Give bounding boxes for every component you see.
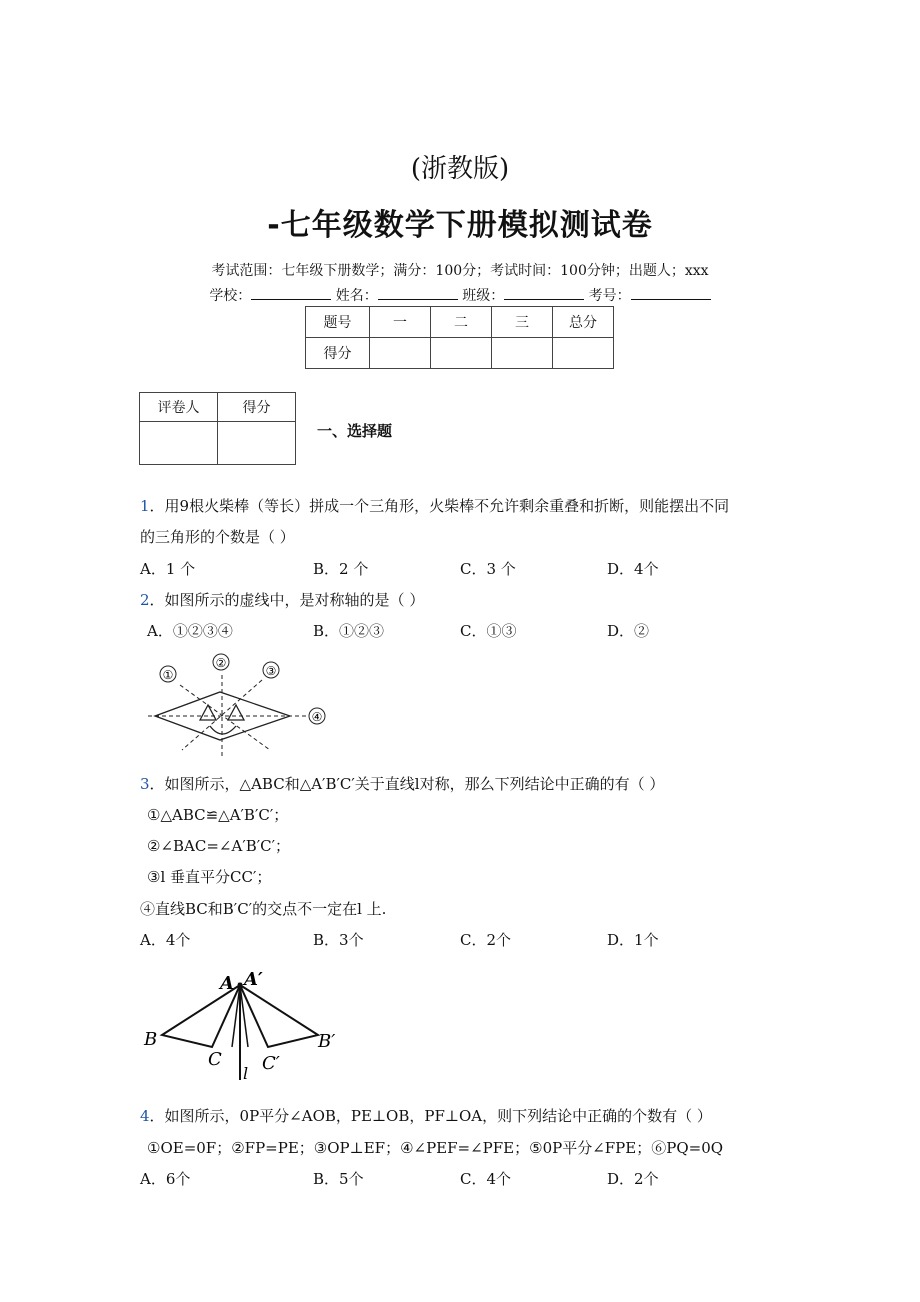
q1-text: ．用9根火柴棒（等长）拼成一个三角形，火柴棒不允许剩余重叠和折断，则能摆出不同 bbox=[149, 497, 730, 515]
q3-statement-1: ①△ABC≌△A′B′C′； bbox=[147, 806, 289, 824]
score-header: 三 bbox=[492, 307, 553, 338]
q3-option-b[interactable]: B．3个 bbox=[313, 931, 364, 949]
class-label: 班级： bbox=[462, 288, 505, 304]
q2-line bbox=[140, 589, 424, 610]
score-table bbox=[305, 306, 614, 369]
score-cell[interactable] bbox=[553, 338, 614, 369]
q3-option-d[interactable]: D．1个 bbox=[607, 931, 659, 949]
q4-statements: ①OE=0F；②FP=PE；③OP⊥EF；④∠PEF=∠PFE；⑤0P平分∠FPE；⑥PQ=0Q bbox=[147, 1139, 724, 1157]
grader-score-header: 得分 bbox=[218, 393, 296, 422]
q4-option-d[interactable]: D．2个 bbox=[607, 1170, 659, 1188]
q2-dashed-axes bbox=[148, 675, 308, 758]
name-blank[interactable] bbox=[378, 285, 458, 300]
q1-option-c[interactable]: C．3 个 bbox=[460, 560, 516, 578]
score-header: 二 bbox=[431, 307, 492, 338]
score-cell[interactable] bbox=[431, 338, 492, 369]
number-blank[interactable] bbox=[631, 285, 711, 300]
school-blank[interactable] bbox=[251, 285, 331, 300]
section-heading: 一、选择题 bbox=[317, 422, 393, 440]
score-cell[interactable] bbox=[370, 338, 431, 369]
q1-option-b[interactable]: B．2 个 bbox=[313, 560, 369, 578]
q1-line1 bbox=[140, 495, 729, 516]
grader-header: 评卷人 bbox=[140, 393, 218, 422]
q2-text: ．如图所示的虚线中，是对称轴的是（ ） bbox=[149, 591, 425, 609]
q4-line bbox=[140, 1105, 712, 1126]
q1-number: 1 bbox=[140, 497, 150, 515]
q3-statement-2: ②∠BAC=∠A′B′C′； bbox=[147, 837, 291, 855]
q4-option-b[interactable]: B．5个 bbox=[313, 1170, 364, 1188]
q2-figure bbox=[140, 650, 340, 760]
label-a: A bbox=[220, 973, 234, 994]
figure-label-1: ① bbox=[162, 668, 174, 682]
q3-text: ．如图所示，△ABC和△A′B′C′关于直线l对称，那么下列结论中正确的有（ ） bbox=[149, 775, 665, 793]
q2-option-a[interactable]: A．①②③④ bbox=[147, 622, 233, 640]
q4-text: ．如图所示，0P平分∠AOB，PE⊥OB，PF⊥OA，则下列结论中正确的个数有（ ） bbox=[149, 1107, 712, 1125]
q1-option-d[interactable]: D．4个 bbox=[607, 560, 659, 578]
label-l: l bbox=[243, 1064, 249, 1083]
figure-label-4: ④ bbox=[311, 710, 323, 724]
triangle-abc bbox=[162, 985, 240, 1047]
grader-cell[interactable] bbox=[140, 422, 218, 465]
q4-option-c[interactable]: C．4个 bbox=[460, 1170, 512, 1188]
q2-option-b[interactable]: B．①②③ bbox=[313, 622, 385, 640]
score-header: 一 bbox=[370, 307, 431, 338]
q2-option-d[interactable]: D．② bbox=[607, 622, 650, 640]
student-fields bbox=[0, 285, 920, 305]
q2-number: 2 bbox=[140, 591, 150, 609]
q3-statement-4: ④直线BC和B′C′的交点不一定在l 上. bbox=[140, 900, 387, 918]
label-b: B bbox=[144, 1029, 158, 1050]
exam-info: 考试范围：七年级下册数学；满分：100分；考试时间：100分钟；出题人；xxx bbox=[211, 263, 709, 279]
label-a-prime: A′ bbox=[244, 969, 263, 990]
q3-number: 3 bbox=[140, 775, 150, 793]
score-cell[interactable] bbox=[492, 338, 553, 369]
figure-label-3: ③ bbox=[265, 664, 277, 678]
q3-option-a[interactable]: A．4个 bbox=[140, 931, 191, 949]
q3-statement-3: ③l 垂直平分CC′； bbox=[147, 868, 272, 886]
grader-score-cell[interactable] bbox=[218, 422, 296, 465]
class-blank[interactable] bbox=[504, 285, 584, 300]
left-eye-triangle bbox=[200, 705, 216, 720]
number-label: 考号： bbox=[588, 288, 631, 304]
score-header: 总分 bbox=[553, 307, 614, 338]
score-row-label: 得分 bbox=[306, 338, 370, 369]
exam-title: -七年级数学下册模拟测试卷 bbox=[267, 208, 653, 243]
q3-figure bbox=[140, 965, 350, 1085]
score-header: 题号 bbox=[306, 307, 370, 338]
q1-option-a[interactable]: A．1 个 bbox=[140, 560, 196, 578]
q1-line2: 的三角形的个数是（ ） bbox=[140, 528, 295, 546]
label-b-prime: B′ bbox=[318, 1031, 336, 1052]
label-c: C bbox=[208, 1049, 222, 1070]
label-c-prime: C′ bbox=[262, 1053, 280, 1074]
edition-label: (浙教版) bbox=[410, 154, 510, 184]
right-eye-triangle bbox=[228, 705, 244, 720]
smile-curve bbox=[210, 726, 236, 734]
school-label: 学校： bbox=[209, 288, 252, 304]
grader-table bbox=[139, 392, 296, 465]
q3-line bbox=[140, 773, 664, 794]
q3-option-c[interactable]: C．2个 bbox=[460, 931, 512, 949]
vertex-a bbox=[238, 983, 243, 988]
q4-option-a[interactable]: A．6个 bbox=[140, 1170, 191, 1188]
figure-label-2: ② bbox=[215, 656, 227, 670]
triangle-a-prime bbox=[240, 985, 318, 1047]
q2-option-c[interactable]: C．①③ bbox=[460, 622, 517, 640]
q4-number: 4 bbox=[140, 1107, 150, 1125]
name-label: 姓名： bbox=[335, 288, 378, 304]
